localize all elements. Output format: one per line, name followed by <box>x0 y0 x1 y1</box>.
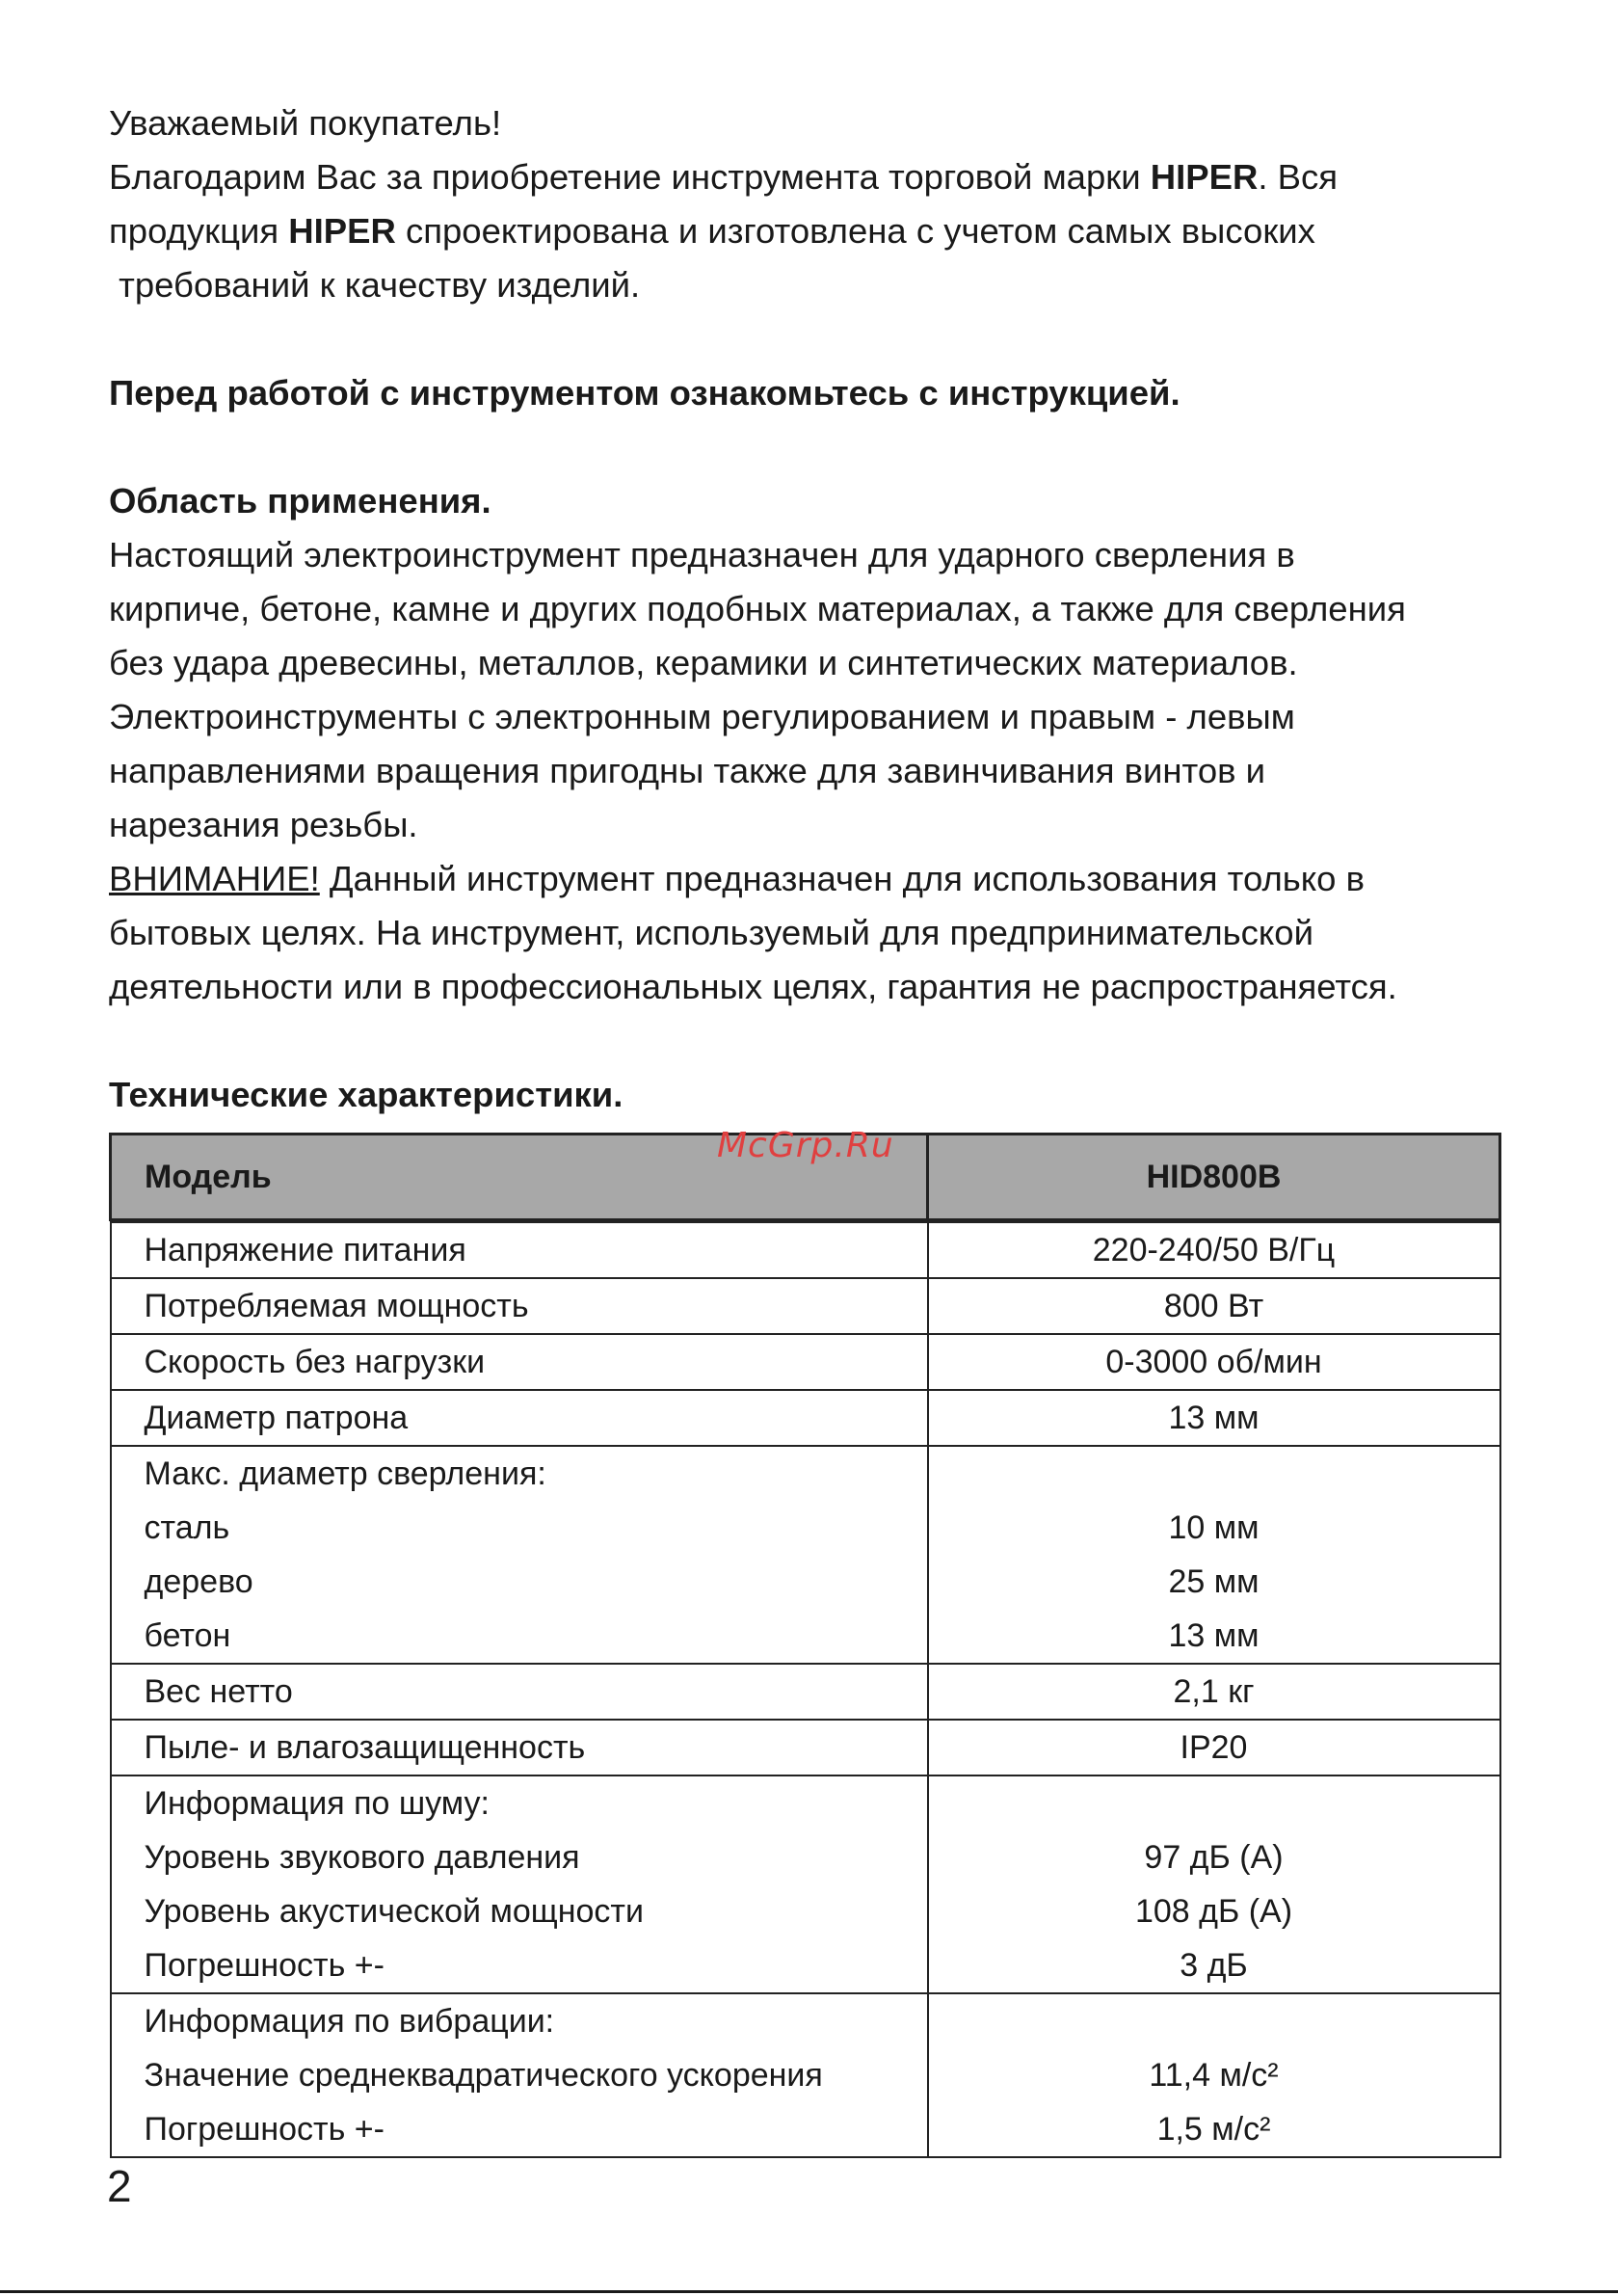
specs-table <box>109 1133 1501 2158</box>
row-value: 11,4 м/с² <box>1149 2057 1279 2094</box>
warning-label: ВНИМАНИЕ! <box>109 859 320 898</box>
header-model-value: HID800B <box>928 1135 1500 1220</box>
drill-title: Макс. диаметр сверления: <box>144 1455 546 1492</box>
scope-paragraph <box>109 528 1506 1014</box>
row-value: 800 Вт <box>1163 1288 1264 1324</box>
row-label: сталь <box>144 1509 230 1546</box>
greeting: Уважаемый покупатель! <box>109 103 502 143</box>
scope-line: Настоящий электроинструмент предназначен для ударного сверления в <box>109 535 1295 574</box>
read-manual-notice: Перед работой с инструментом ознакомьтесь с инструкцией. <box>109 373 1180 413</box>
warning-text: деятельности или в профессиональных целях, гарантия не распространяется. <box>109 967 1397 1006</box>
row-label: Потребляемая мощность <box>144 1288 529 1324</box>
row-label: бетон <box>144 1617 231 1654</box>
scope-line: Электроинструменты с электронным регулированием и правым - левым <box>109 697 1295 736</box>
intro-text-5: требований к качеству изделий. <box>109 265 641 305</box>
vibration-title: Информация по вибрации: <box>144 2003 555 2040</box>
brand-name: HIPER <box>1150 157 1259 197</box>
row-value: 10 мм <box>1168 1509 1260 1546</box>
noise-title: Информация по шуму: <box>144 1785 490 1822</box>
row-label: Диаметр патрона <box>144 1400 409 1436</box>
specs-heading: Технические характеристики. <box>109 1075 623 1114</box>
intro-paragraph <box>109 150 1506 312</box>
intro-text-1: Благодарим Вас за приобретение инструмента торговой марки <box>109 157 1151 197</box>
table-row <box>111 1278 1500 1334</box>
row-value: 13 мм <box>1168 1400 1260 1436</box>
row-value: 97 дБ (А) <box>1144 1839 1284 1876</box>
row-label: Вес нетто <box>144 1673 293 1710</box>
table-row <box>111 1222 1500 1278</box>
scope-line: нарезания резьбы. <box>109 805 418 844</box>
table-row <box>111 1664 1500 1720</box>
intro-text-4: спроектирована и изготовлена с учетом самых высоких <box>395 211 1315 251</box>
row-value: 108 дБ (А) <box>1134 1893 1293 1930</box>
row-value: 13 мм <box>1168 1617 1260 1654</box>
row-value: 3 дБ <box>1180 1947 1248 1984</box>
watermark: McGrp.Ru <box>717 1126 894 1165</box>
scope-line: кирпиче, бетоне, камне и других подобных материалах, а также для сверления <box>109 589 1406 628</box>
warning-text: Данный инструмент предназначен для использования только в <box>319 859 1365 898</box>
row-value: 25 мм <box>1168 1563 1260 1600</box>
row-label: Пыле- и влагозащищенность <box>144 1729 586 1766</box>
row-value: 1,5 м/с² <box>1156 2111 1271 2148</box>
table-row <box>111 1334 1500 1390</box>
intro-text-2: . Вся <box>1258 157 1338 197</box>
row-label: Уровень звукового давления <box>144 1839 580 1876</box>
bottom-rule <box>0 2290 1618 2293</box>
brand-name-2: HIPER <box>288 211 396 251</box>
row-label: Напряжение питания <box>144 1232 466 1268</box>
document-body <box>109 96 1506 1122</box>
table-row-drill <box>111 1446 1500 1664</box>
row-value: 220-240/50 В/Гц <box>1092 1232 1336 1268</box>
row-label: Погрешность +- <box>144 2111 385 2148</box>
row-label: Значение среднеквадратического ускорения <box>144 2057 823 2094</box>
page-number: 2 <box>107 2161 132 2211</box>
table-row <box>111 1720 1500 1775</box>
intro-text-3: продукция <box>109 211 289 251</box>
table-row <box>111 1390 1500 1446</box>
scope-line: без удара древесины, металлов, керамики и синтетических материалов. <box>109 643 1298 682</box>
row-label: Уровень акустической мощности <box>144 1893 644 1930</box>
table-row-vibration <box>111 1993 1500 2157</box>
row-value: IP20 <box>1180 1729 1248 1766</box>
table-row-noise <box>111 1775 1500 1993</box>
scope-heading: Область применения. <box>109 481 491 521</box>
row-label: Погрешность +- <box>144 1947 385 1984</box>
scope-line: направлениями вращения пригодны также для завинчивания винтов и <box>109 751 1266 790</box>
row-value: 0-3000 об/мин <box>1105 1344 1322 1380</box>
warning-text: бытовых целях. На инструмент, используемый для предпринимательской <box>109 913 1314 952</box>
header-model-label: Модель <box>111 1135 928 1220</box>
row-label: Скорость без нагрузки <box>144 1344 486 1380</box>
row-label: дерево <box>144 1563 253 1600</box>
row-value: 2,1 кг <box>1173 1673 1255 1710</box>
